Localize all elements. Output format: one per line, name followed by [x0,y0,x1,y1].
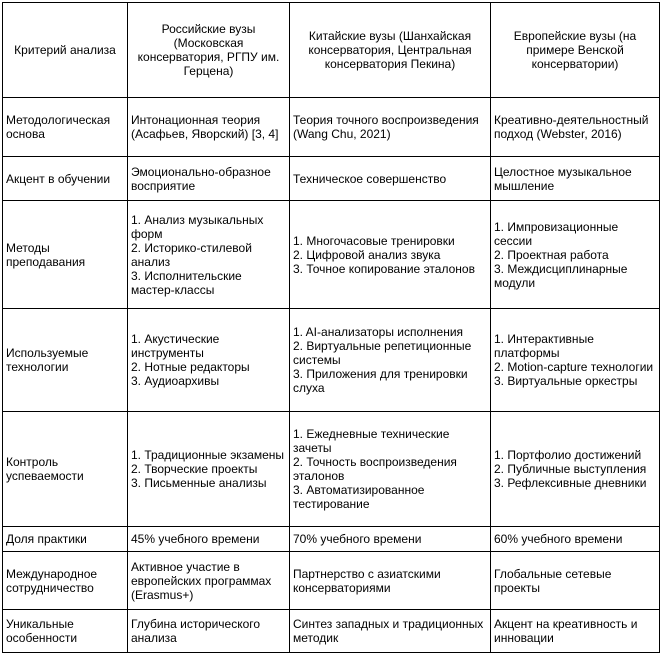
cell-line: Активное участие в европейских программах (Erasmus+) [131,559,272,602]
cell-lines [131,165,286,193]
cell-lines [131,332,286,388]
cell-line: 1. Интерактивные платформы [494,332,594,360]
cell-lines [494,332,656,388]
cell-lines [293,172,487,186]
cell-line: 3. Рефлексивные дневники [494,476,647,490]
cell-lines [494,448,656,490]
cell-line: 3. Приложения для тренировки слуха [293,367,468,395]
cell-lines [293,234,487,276]
cell-lines [293,325,487,395]
russian-universities-cell [128,98,290,157]
cell-lines [494,220,656,290]
cell-line: 2. Motion-capture технологии [494,360,654,374]
header-russian-universities: Российские вузы (Московская консерватория, РГПУ им. Герцена) [128,3,290,98]
cell-lines [494,113,656,141]
cell-line: 1. Традиционные экзамены [131,448,285,462]
cell-line: 1. AI-анализаторы исполнения [293,325,464,339]
criterion-cell: Методологическая основа [3,98,128,157]
table-row [3,610,660,653]
comparison-table [2,2,660,653]
criterion-cell: Используемые технологии [3,309,128,412]
cell-line: Техническое совершенство [293,171,447,186]
header-european-universities: Европейские вузы (на примере Венской консерватории) [491,3,660,98]
criterion-cell: Международное сотрудничество [3,552,128,610]
table-row [3,98,660,157]
cell-lines [494,617,656,645]
chinese-universities-cell [290,98,491,157]
cell-line: Глобальные сетевые проекты [494,566,612,595]
cell-line: 3. Аудиоархивы [131,374,220,388]
table-row [3,412,660,527]
chinese-universities-cell [290,527,491,552]
criterion-cell: Методы преподавания [3,201,128,309]
cell-line: 1. Анализ музыкальных форм [131,212,264,241]
cell-line: 2. Точность воспроизведения эталонов [293,455,457,483]
table-body [3,98,660,653]
cell-lines [293,113,487,141]
cell-line: Целостное музыкальное мышление [494,164,632,193]
cell-line: Синтез западных и традиционных методик [293,617,484,645]
cell-line: 2. Нотные редакторы [131,360,250,374]
cell-lines [494,532,656,546]
cell-line: 2. Проектная работа [494,247,609,262]
cell-line: 3. Точное копирование эталонов [293,261,475,276]
criterion-cell: Доля практики [3,527,128,552]
cell-lines [131,113,286,141]
header-criterion: Критерий анализа [3,3,128,98]
russian-universities-cell [128,201,290,309]
cell-lines [131,560,286,602]
chinese-universities-cell [290,610,491,653]
cell-line: 2. Историко-стилевой анализ [131,240,252,269]
cell-lines [131,532,286,546]
cell-line: Партнерство с азиатскими консерваториями [293,566,441,595]
european-universities-cell [491,98,660,157]
cell-lines [293,617,487,645]
cell-line: 2. Творческие проекты [131,462,258,476]
criterion-cell: Контроль успеваемости [3,412,128,527]
cell-line: Акцент на креативность и инновации [494,617,638,645]
chinese-universities-cell [290,552,491,610]
cell-lines [131,617,286,645]
european-universities-cell [491,309,660,412]
russian-universities-cell [128,412,290,527]
cell-line: 3. Междисциплинарные модули [494,261,628,290]
table-row [3,309,660,412]
cell-line: Интонационная теория (Асафьев, Яворский) [3, 4] [131,113,279,141]
cell-line: Креативно-деятельностный подход (Webster, 2016) [494,113,649,141]
table-row [3,201,660,309]
criterion-cell: Акцент в обучении [3,157,128,201]
russian-universities-cell [128,552,290,610]
russian-universities-cell [128,527,290,552]
cell-line: 3. Автоматизированное тестирование [293,483,425,511]
cell-line: 2. Цифровой анализ звука [293,247,441,262]
header-chinese-universities: Китайские вузы (Шанхайская консерватория, Центральная консерватория Пекина) [290,3,491,98]
european-universities-cell [491,610,660,653]
cell-line: 1. Портфолио достижений [494,448,642,462]
cell-line: 70% учебного времени [293,532,422,546]
cell-line: Эмоционально-образное восприятие [131,164,271,193]
cell-line: Глубина исторического анализа [131,617,261,645]
header-row [3,3,660,98]
chinese-universities-cell [290,201,491,309]
criterion-cell: Уникальные особенности [3,610,128,653]
european-universities-cell [491,201,660,309]
cell-line: 45% учебного времени [131,532,260,546]
chinese-universities-cell [290,157,491,201]
european-universities-cell [491,157,660,201]
cell-lines [293,427,487,511]
cell-line: 1. Импровизационные сессии [494,219,619,248]
cell-line: 60% учебного времени [494,532,623,546]
table-row [3,157,660,201]
cell-line: 3. Исполнительские мастер-классы [131,268,242,297]
cell-line: 2. Виртуальные репетиционные системы [293,339,472,367]
russian-universities-cell [128,157,290,201]
cell-lines [293,567,487,595]
cell-lines [131,213,286,297]
cell-line: 1. Акустические инструменты [131,332,220,360]
european-universities-cell [491,527,660,552]
chinese-universities-cell [290,412,491,527]
table-row [3,527,660,552]
russian-universities-cell [128,610,290,653]
cell-line: 3. Виртуальные оркестры [494,374,638,388]
cell-line: 1. Ежедневные технические зачеты [293,427,450,455]
cell-lines [293,532,487,546]
cell-line: 1. Многочасовые тренировки [293,233,455,248]
european-universities-cell [491,412,660,527]
european-universities-cell [491,552,660,610]
cell-lines [494,165,656,193]
cell-lines [131,448,286,490]
cell-lines [494,567,656,595]
cell-line: 3. Письменные анализы [131,476,267,490]
table-row [3,552,660,610]
russian-universities-cell [128,309,290,412]
chinese-universities-cell [290,309,491,412]
cell-line: 2. Публичные выступления [494,462,647,476]
cell-line: Теория точного воспроизведения (Wang Chu, 2021) [293,113,479,141]
